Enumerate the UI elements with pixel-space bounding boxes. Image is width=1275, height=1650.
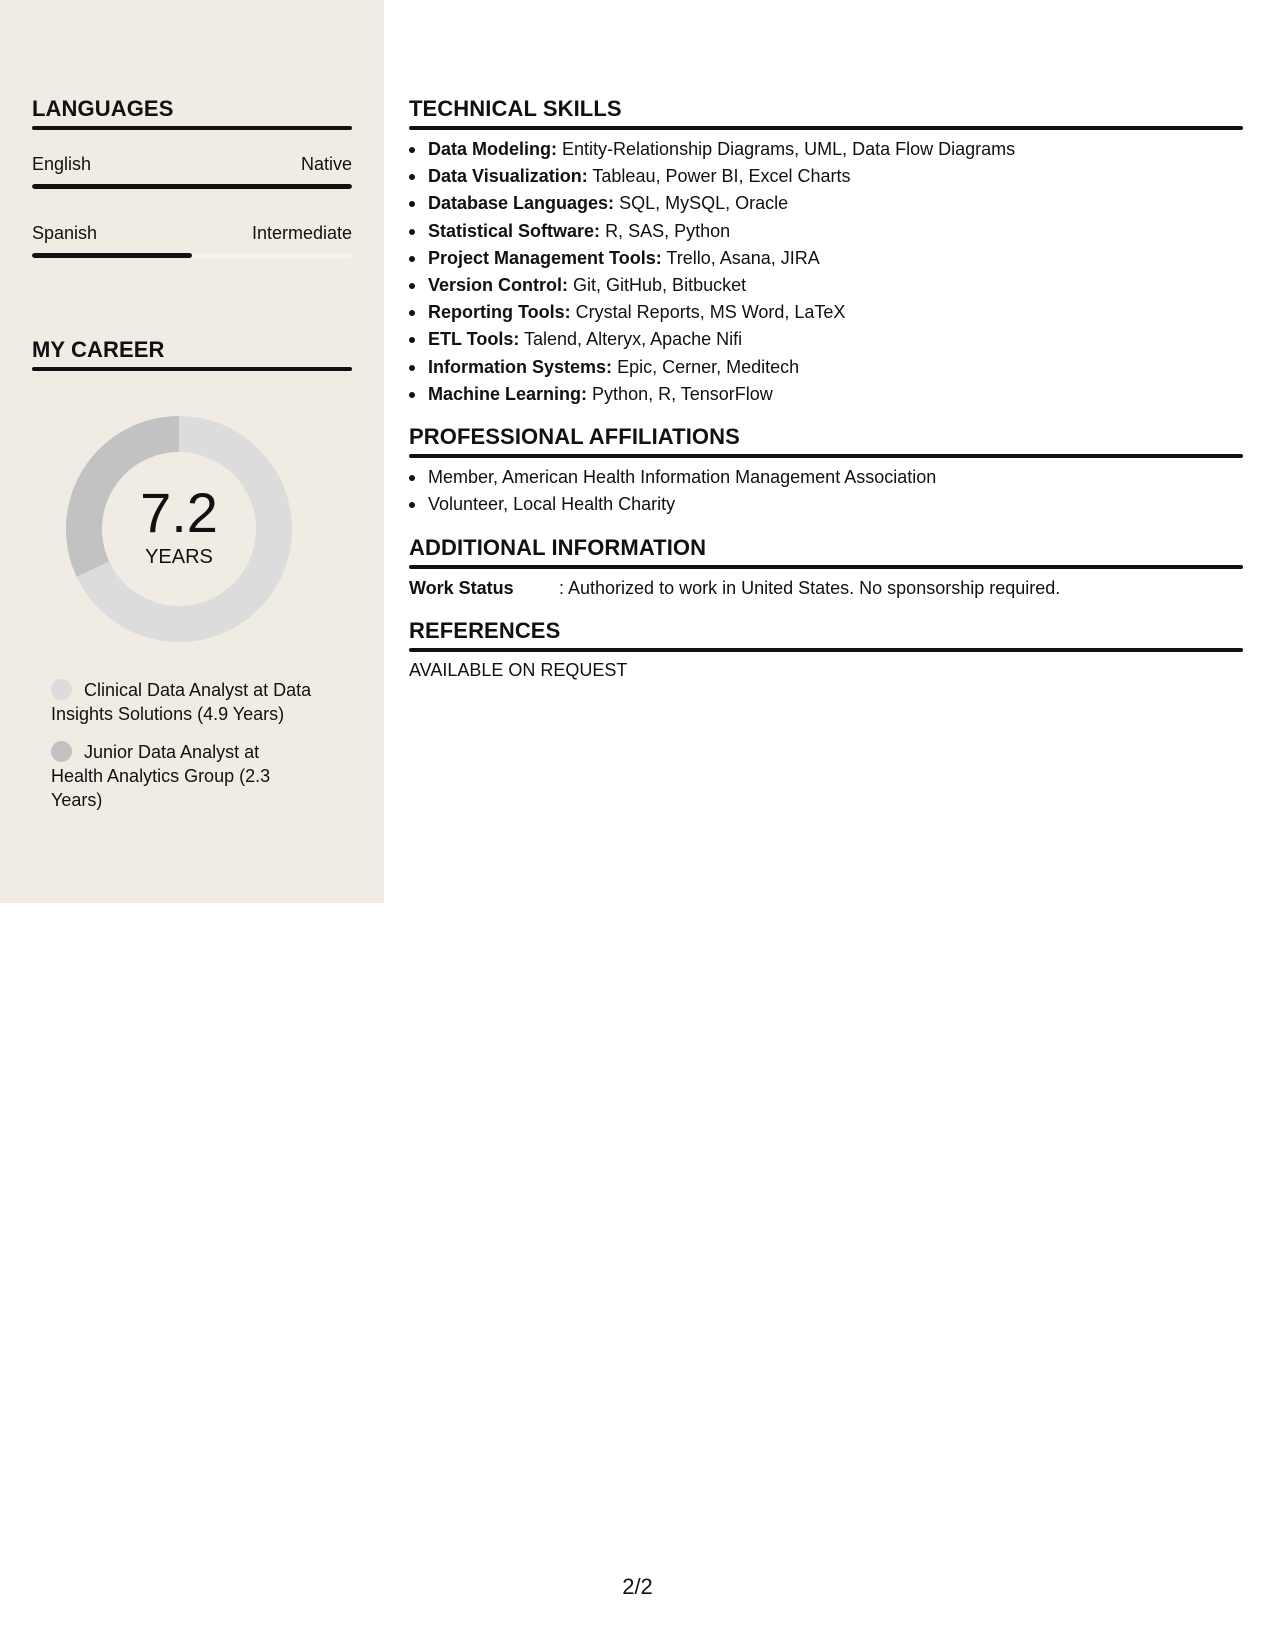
language-row-spanish [32, 221, 352, 245]
skill-item: Version Control: Git, GitHub, Bitbucket [409, 272, 1243, 299]
additional-info-heading: ADDITIONAL INFORMATION [409, 535, 707, 560]
skill-item: Reporting Tools: Crystal Reports, MS Word, LaTeX [409, 299, 1243, 326]
affiliations-rule [409, 454, 1243, 458]
references-rule [409, 648, 1243, 652]
language-name: Spanish [32, 222, 98, 243]
affiliations-list [409, 464, 1243, 518]
additional-info-rule [409, 565, 1243, 569]
skill-item: Data Modeling: Entity-Relationship Diagrams, UML, Data Flow Diagrams [409, 136, 1243, 163]
technical-skills-rule [409, 126, 1243, 130]
language-name: English [32, 153, 92, 174]
languages-heading-rule [32, 126, 352, 130]
legend-label: Junior Data Analyst at Health Analytics Group (2.3 Years) [51, 742, 271, 810]
donut-center-label [66, 416, 292, 642]
skill-item: Machine Learning: Python, R, TensorFlow [409, 381, 1243, 408]
career-heading: MY CAREER [32, 337, 165, 362]
legend-dot-icon [51, 679, 72, 700]
affiliations-heading: PROFESSIONAL AFFILIATIONS [409, 424, 740, 449]
skill-item: Statistical Software: R, SAS, Python [409, 218, 1243, 245]
skill-item: Database Languages: SQL, MySQL, Oracle [409, 190, 1243, 217]
technical-skills-heading: TECHNICAL SKILLS [409, 96, 622, 121]
work-status-label: Work Status [409, 578, 514, 598]
language-level: Intermediate [251, 222, 352, 243]
career-heading-rule [32, 367, 352, 371]
skill-item: ETL Tools: Talend, Alteryx, Apache Nifi [409, 326, 1243, 353]
career-legend-item-2 [51, 740, 301, 812]
work-status-value: : Authorized to work in United States. No sponsorship required. [559, 578, 1061, 598]
sidebar [0, 0, 384, 903]
language-level: Native [300, 153, 352, 174]
references-text: AVAILABLE ON REQUEST [409, 660, 628, 680]
language-row-english [32, 152, 352, 176]
career-total-value: 7.2 [140, 481, 218, 544]
language-proficiency-fill [32, 184, 352, 189]
skill-item: Project Management Tools: Trello, Asana, JIRA [409, 245, 1243, 272]
page-number: 2/2 [622, 1574, 653, 1599]
legend-dot-icon [51, 741, 72, 762]
skill-item: Data Visualization: Tableau, Power BI, Excel Charts [409, 163, 1243, 190]
languages-heading: LANGUAGES [32, 96, 174, 121]
technical-skills-list [409, 136, 1243, 408]
career-legend-item-1 [51, 678, 331, 726]
work-status-row [409, 578, 1243, 604]
skill-item: Information Systems: Epic, Cerner, Meditech [409, 354, 1243, 381]
affiliation-item: Member, American Health Information Management Association [409, 464, 1243, 491]
affiliation-item: Volunteer, Local Health Charity [409, 491, 1243, 518]
legend-label: Clinical Data Analyst at Data Insights Solutions (4.9 Years) [51, 680, 312, 724]
career-total-unit: YEARS [145, 546, 213, 568]
language-proficiency-bar-spanish [32, 253, 352, 258]
language-proficiency-fill [32, 253, 192, 258]
career-donut-chart [66, 416, 292, 642]
references-heading: REFERENCES [409, 618, 561, 643]
language-proficiency-bar-english [32, 184, 352, 189]
